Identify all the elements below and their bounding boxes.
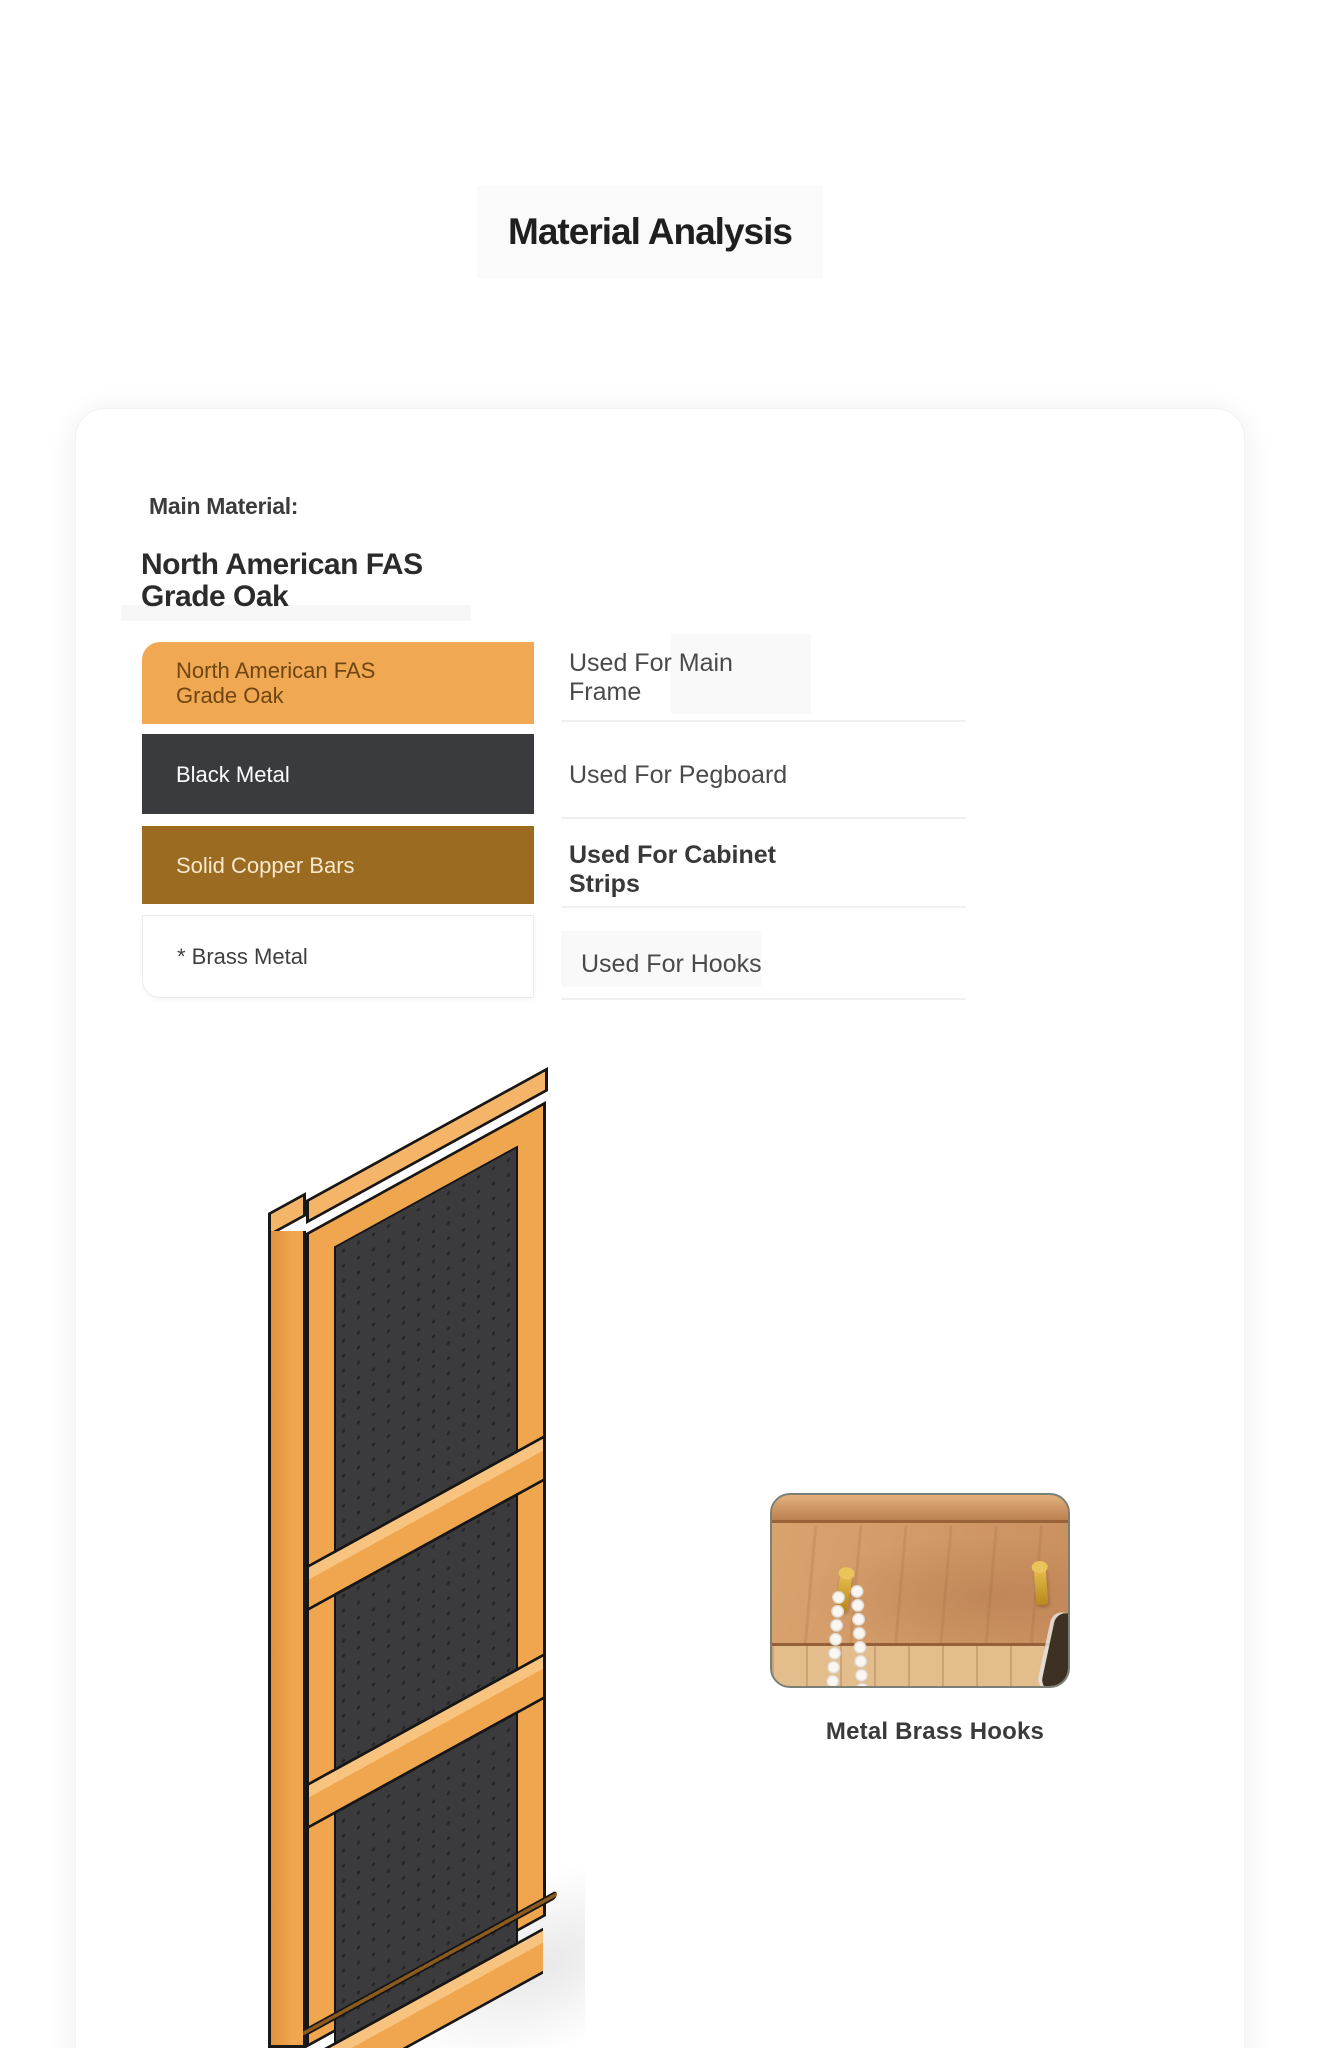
swatch-brass: [142, 915, 534, 998]
page-title: Material Analysis: [508, 211, 792, 252]
swatch-oak: [142, 642, 534, 724]
wood-shelf-edge: [772, 1495, 1068, 1523]
main-material-value: North American FAS Grade Oak: [141, 548, 423, 613]
swatch-brass-label: * Brass Metal: [177, 944, 308, 969]
frame-left-side: [268, 1231, 306, 2048]
use-main-frame: Used For Main Frame: [569, 649, 733, 706]
use-cabinet-strips: Used For Cabinet Strips: [569, 841, 776, 898]
main-material-label: Main Material:: [149, 493, 299, 519]
pegboard-panel: [334, 1145, 518, 2046]
page-title-box: [477, 186, 823, 278]
material-card: [75, 408, 1245, 2048]
use-pegboard: Used For Pegboard: [569, 761, 788, 789]
swatch-copper: [142, 826, 534, 904]
pegboard-shelf-illustration: [255, 1050, 585, 2048]
wood-face: [772, 1526, 1068, 1643]
swatch-oak-label: North American FAS Grade Oak: [176, 658, 376, 708]
swatch-copper-label: Solid Copper Bars: [176, 852, 355, 878]
row-divider: [561, 998, 966, 1000]
swatch-black-metal-label: Black Metal: [176, 761, 290, 787]
wood-planks: [772, 1643, 1068, 1688]
row-divider: [561, 906, 966, 908]
swatch-black-metal: [142, 734, 534, 814]
frame-front-face: [306, 1101, 546, 2048]
row-divider: [561, 817, 966, 819]
brass-hooks-photo: [770, 1493, 1070, 1688]
use-hooks: Used For Hooks: [581, 950, 762, 978]
photo-caption: Metal Brass Hooks: [825, 1718, 1045, 1745]
brass-hook: [1034, 1567, 1049, 1606]
row-divider: [561, 720, 966, 722]
